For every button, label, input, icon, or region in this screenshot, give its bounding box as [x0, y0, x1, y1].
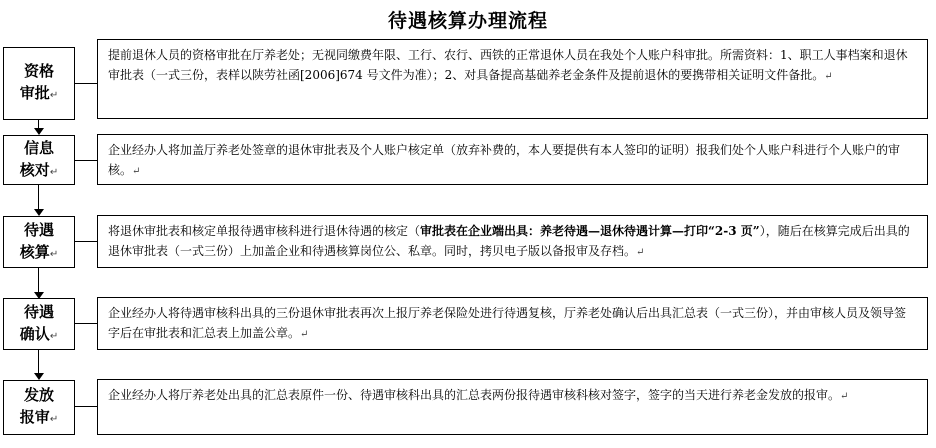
step-label-line2: 核算↵: [19, 242, 59, 261]
return-mark: ↵: [49, 248, 59, 260]
step-label-line1: 发放: [23, 386, 54, 404]
step-label-line2: 审批↵: [19, 84, 59, 102]
description-text-after: ），随后在核算完成后出具的退休审批表（一式三份）上加盖企业和待遇核算岗位公、私章。同时，拷贝电子版以备报审及存档。: [108, 224, 910, 258]
step-description-benefit-calculation: [97, 215, 928, 268]
step-box-benefit-confirmation: [3, 298, 75, 350]
flow-arrow-head: [34, 209, 44, 216]
step-label-line2: 报审↵: [19, 408, 59, 426]
flow-arrow-line: [38, 185, 39, 212]
page-title: 待遇核算办理流程: [387, 10, 548, 32]
description-text: 企业经办人将待遇审核科出具的三份退休审批表再次上报厅养老保险处进行待遇复核，厅养老处确认后出具汇总表（一式三份），并由审核人员及领导签字后在审批表和汇总表上加盖公章。: [108, 306, 907, 340]
step-box-qualification-approval: [3, 47, 75, 120]
description-text: 企业经办人将加盖厅养老处签章的退休审批表及个人账户核定单（放弃补费的，本人要提供有本人签印的证明）报我们处个人账户科进行个人账户的审核。: [108, 143, 901, 177]
step-description-information-check: [97, 134, 928, 185]
step-label-line1: 资格: [23, 62, 54, 80]
step-label-line2: 核对↵: [19, 160, 59, 179]
step-label-line1: 待遇: [23, 220, 54, 239]
description-text: 提前退休人员的资格审批在厅养老处；无视同缴费年限、工行、农行、西铁的正常退休人员在我处个人账户科审批。所需资料：1、职工人事档案和退休审批表（一式三份，表样以陕劳社函[2006]674 号文件为准）；2、对具备提高基础养老金条件及提前退休的要携带相关证明文件备批。: [108, 48, 908, 82]
step-description-qualification-approval: [97, 39, 928, 119]
connector-line: [75, 160, 97, 161]
step-description-benefit-confirmation: [97, 297, 928, 350]
connector-line: [75, 406, 97, 407]
description-text-before: 将退休审批表和核定单报待遇审核科进行退休待遇的核定（: [108, 224, 421, 238]
step-box-payment-submission: [3, 380, 75, 435]
connector-line: [75, 323, 97, 324]
step-label-line1: 信息: [23, 138, 54, 157]
description-text: 企业经办人将厅养老处出具的汇总表原件一份、待遇审核科出具的汇总表两份报待遇审核科核对签字，签字的当天进行养老金发放的报审。: [108, 388, 841, 402]
step-box-information-check: [3, 135, 75, 185]
flow-arrow-line: [38, 268, 39, 295]
return-mark: ↵: [300, 329, 309, 340]
return-mark: ↵: [49, 90, 59, 101]
return-mark: ↵: [636, 247, 645, 258]
step-label-line2: 确认↵: [19, 324, 59, 343]
return-mark: ↵: [49, 414, 59, 425]
step-description-payment-submission: [97, 379, 928, 435]
connector-line: [75, 83, 97, 84]
step-box-benefit-calculation: [3, 216, 75, 268]
connector-line: [75, 241, 97, 242]
flow-arrow-head: [34, 373, 44, 380]
description-text-emphasis: 审批表在企业端出具：养老待遇—退休待遇计算—打印“2-3 页”: [420, 224, 760, 238]
return-mark: ↵: [824, 71, 833, 82]
return-mark: ↵: [49, 166, 59, 178]
return-mark: ↵: [132, 166, 141, 177]
step-label-line1: 待遇: [23, 302, 54, 321]
return-mark: ↵: [840, 391, 849, 402]
flow-arrow-head: [34, 128, 44, 135]
return-mark: ↵: [49, 330, 59, 342]
